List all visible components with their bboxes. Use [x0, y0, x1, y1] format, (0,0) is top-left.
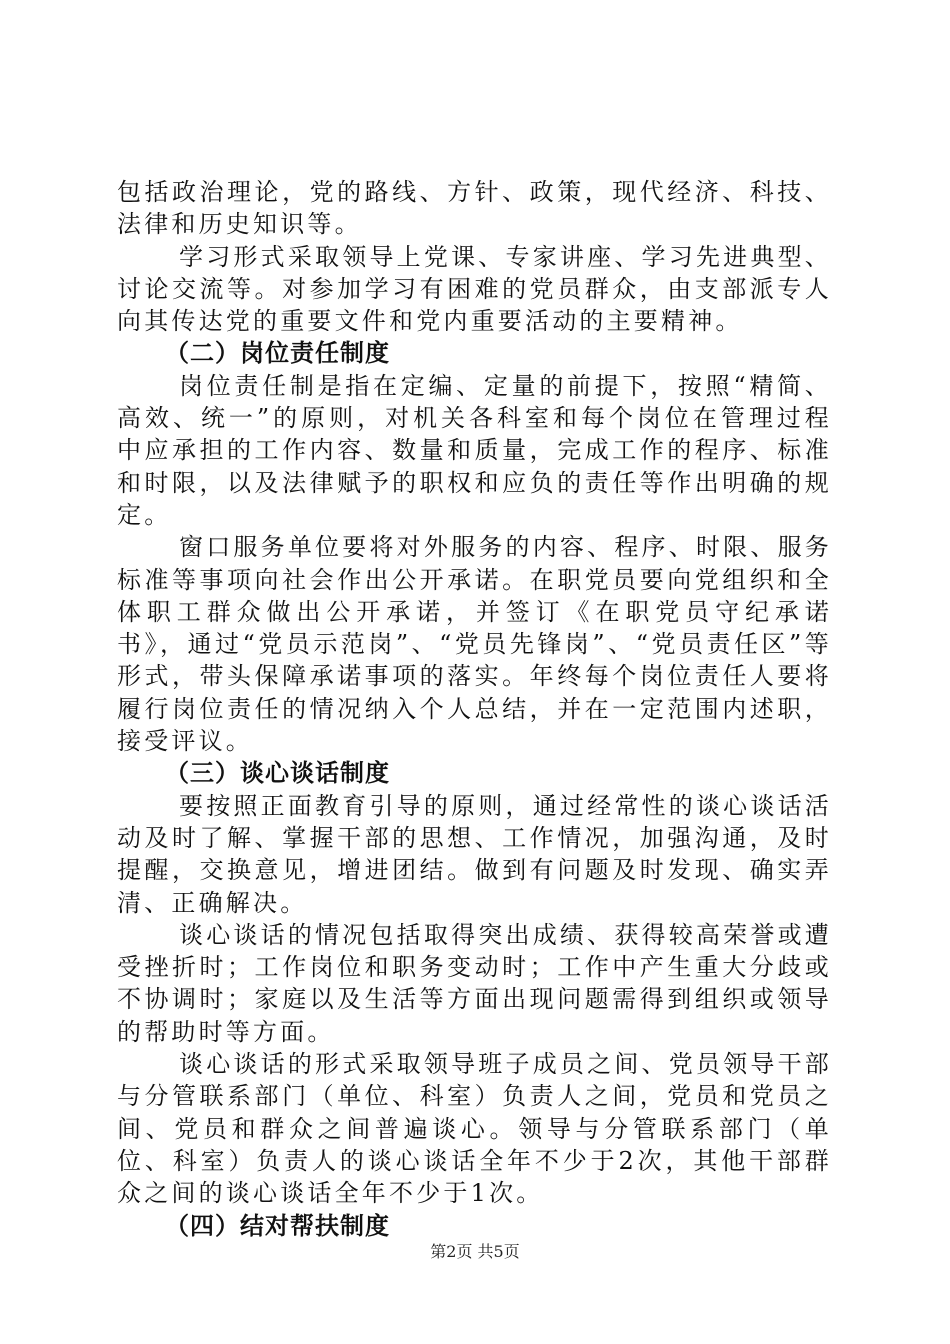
section-heading-pairing-assistance: （四）结对帮扶制度	[165, 1211, 390, 1240]
paragraph-study-content: 包括政治理论，党的路线、方针、政策，现代经济、科技、法律和历史知识等。	[117, 178, 832, 239]
paragraph-post-responsibility-definition: 岗位责任制是指在定编、定量的前提下，按照“精简、高效、统一”的原则，对机关各科室和每个岗位在管理过程中应承担的工作内容、数量和质量，完成工作的程序、标准和时限，以及法律赋予的职权和应负的责任等作出明确的规定。	[117, 371, 832, 529]
paragraph-study-form: 学习形式采取领导上党课、专家讲座、学习先进典型、讨论交流等。对参加学习有困难的党员群众，由支部派专人向其传达党的重要文件和党内重要活动的主要精神。	[117, 242, 832, 336]
section-heading-heart-to-heart-talk: （三）谈心谈话制度	[165, 759, 390, 788]
paragraph-talk-forms: 谈心谈话的形式采取领导班子成员之间、党员领导干部与分管联系部门（单位、科室）负责人之间，党员和党员之间、党员和群众之间普遍谈心。领导与分管联系部门（单位、科室）负责人的谈心谈话全年不少于2次，其他干部群众之间的谈心谈话全年不少于1次。	[117, 1050, 832, 1208]
document-body	[117, 176, 832, 1242]
paragraph-window-service-commitment: 窗口服务单位要将对外服务的内容、程序、时限、服务标准等事项向社会作出公开承诺。在职党员要向党组织和全体职工群众做出公开承诺，并签订《在职党员守纪承诺书》，通过“党员示范岗”、“党员先锋岗”、“党员责任区”等形式，带头保障承诺事项的落实。年终每个岗位责任人要将履行岗位责任的情况纳入个人总结，并在一定范围内述职，接受评议。	[117, 533, 832, 756]
page-number-footer: 第2页 共5页	[430, 1242, 520, 1261]
section-heading-post-responsibility: （二）岗位责任制度	[165, 339, 390, 368]
paragraph-talk-principle: 要按照正面教育引导的原则，通过经常性的谈心谈话活动及时了解、掌握干部的思想、工作情况，加强沟通，及时提醒，交换意见，增进团结。做到有问题及时发现、确实弄清、正确解决。	[117, 791, 832, 917]
paragraph-talk-situations: 谈心谈话的情况包括取得突出成绩、获得较高荣誉或遭受挫折时；工作岗位和职务变动时；工作中产生重大分歧或不协调时；家庭以及生活等方面出现问题需得到组织或领导的帮助时等方面。	[117, 920, 832, 1046]
